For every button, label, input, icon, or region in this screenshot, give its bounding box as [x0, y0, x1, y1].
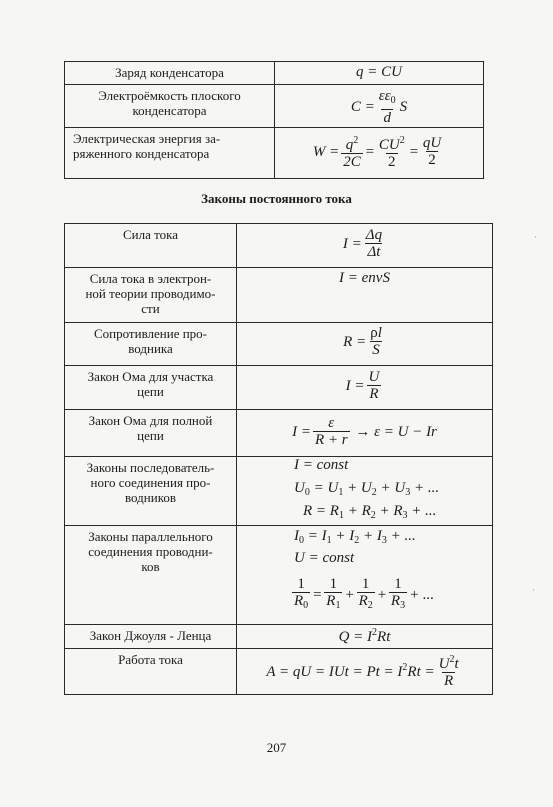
- scan-mark: ·: [534, 232, 537, 242]
- table-cell-label: Законы параллельного соединения проводни- ков: [65, 526, 237, 625]
- formula-cell: I = $\frac{\Delta q}{\Delta t}$: [237, 224, 493, 268]
- dc-laws-table: [64, 223, 493, 695]
- page-number: 207: [266, 740, 287, 755]
- table-cell-label: Закон Джоуля - Ленца: [65, 625, 237, 649]
- formula-cell: q = CU: [275, 62, 484, 85]
- table-cell-label: Закон Ома для участка цепи: [65, 366, 237, 410]
- formula-cell: A = qU = IUt = $Pt = I^2Rt$ = $\frac{U^2t}{R}$: [237, 649, 493, 695]
- formula-cell: I = $\frac{\varepsilon}{R + r}$ → ε = U − Ir: [237, 410, 493, 457]
- table-cell-label: Сила тока в электрон- ной теории проводимо- сти: [65, 268, 237, 323]
- formula-cell: $Q = I^2Rt$: [237, 625, 493, 649]
- table-cell-label: Электроёмкость плоского конденсатора: [65, 85, 275, 128]
- table-cell-label: Законы последователь- ного соединения про- водников: [65, 457, 237, 526]
- table-cell-label: Электрическая энергия за- ряженного конденсатора: [65, 128, 275, 179]
- table-cell-label: Закон Ома для полной цепи: [65, 410, 237, 457]
- formula-cell: R = $\frac{\rho l}{S}$: [237, 323, 493, 366]
- formula-cell: I = envS: [237, 268, 493, 323]
- section-title: Законы постоянного тока: [201, 191, 352, 206]
- formula-cell: I = const $U_0 = U_1 + U_2 + U_3$ + ... $R = R_1 + R_2 + R_3$ + ...: [237, 457, 493, 526]
- formula-cell: I = $\frac{U}{R}$: [237, 366, 493, 410]
- capacitor-table: [64, 61, 484, 179]
- table-cell-label: Заряд конденсатора: [65, 62, 275, 85]
- formula-cell: W = $\frac{q^2}{2C}$ = $\frac{CU^2}{2}$ = $\frac{qU}{2}$: [275, 128, 484, 179]
- formula-cell: $I_0 = I_1 + I_2 + I_3$ + ... U = const $\frac{1}{R_0}$ = $\frac{1}{R_1}$ + $\frac{1}{R_2}$ + $\frac{1}{R_3}$ + ...: [237, 526, 493, 625]
- scan-mark: ·: [532, 585, 535, 595]
- table-cell-label: Сила тока: [65, 224, 237, 268]
- table-cell-label: Работа тока: [65, 649, 237, 695]
- table-cell-label: Сопротивление про- водника: [65, 323, 237, 366]
- formula-cell: C = $\frac{\varepsilon\varepsilon_0}{d}$ S: [275, 85, 484, 128]
